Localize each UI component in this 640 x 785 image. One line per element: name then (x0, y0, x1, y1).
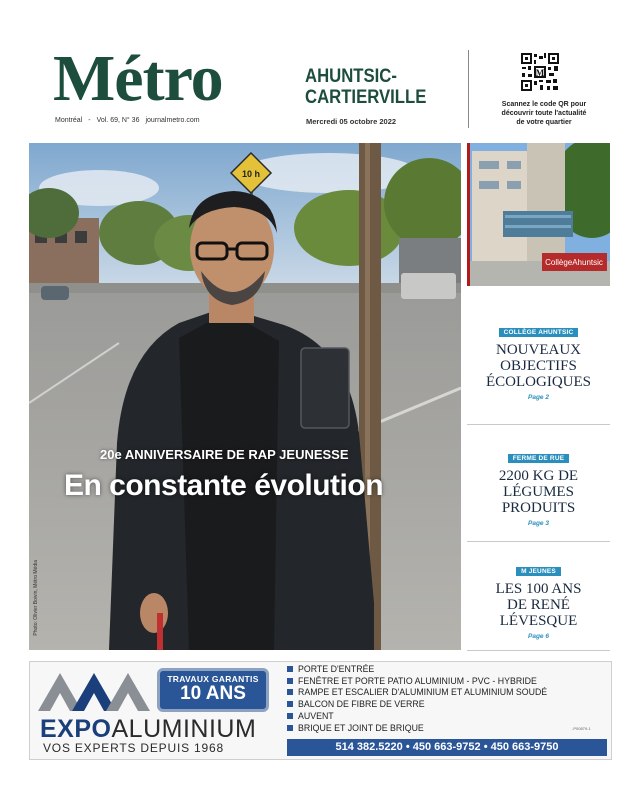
teaser-divider (467, 541, 610, 542)
teaser-title-line: LÉGUMES (503, 484, 574, 500)
ad-brand-rest: ALUMINIUM (111, 715, 257, 743)
list-item: FENÊTRE ET PORTE PATIO ALUMINIUM - PVC - HYBRIDE (287, 676, 587, 688)
teaser-badge: FERME DE RUE (508, 454, 570, 463)
list-item: PORTE D'ENTRÉE (287, 664, 587, 676)
qr-caption-line: découvrir toute l'actualité (501, 110, 587, 117)
teaser-page[interactable]: Page 6 (528, 633, 549, 640)
teaser-title-line: LES 100 ANS (495, 581, 582, 597)
list-item: BRIQUE ET JOINT DE BRIQUE (287, 723, 587, 735)
teaser-divider (467, 650, 610, 651)
ad-tagline: VOS EXPERTS DEPUIS 1968 (43, 741, 224, 755)
teaser-badge: M JEUNES (516, 567, 561, 576)
teaser-title-line: ÉCOLOGIQUES (486, 374, 591, 390)
teaser-title-line: PRODUITS (501, 500, 576, 516)
issue-info: Montréal - Vol. 69, N° 36 journalmetro.com (55, 117, 200, 124)
issue-location: Montréal (55, 117, 83, 124)
edition-name (305, 66, 437, 108)
ad-reference: -P00879-1 (572, 726, 591, 731)
list-item: RAMPE ET ESCALIER D'ALUMINIUM ET ALUMINIUM SOUDÉ (287, 687, 587, 699)
teaser-title (467, 581, 610, 629)
masthead-divider (468, 50, 469, 128)
qr-code[interactable] (520, 52, 560, 92)
teaser-title-line: 2200 KG DE (498, 468, 579, 484)
teaser-title (467, 468, 610, 516)
list-item: AUVENT (287, 711, 587, 723)
cover-kicker: 20e ANNIVERSAIRE DE RAP JEUNESSE (100, 447, 349, 462)
teaser-badge: COLLÈGE AHUNTSIC (499, 328, 579, 337)
teaser-title-line: LÉVESQUE (499, 613, 578, 629)
website-link[interactable]: journalmetro.com (145, 117, 200, 124)
ad-brand (40, 715, 256, 744)
issue-date: Mercredi 05 octobre 2022 (306, 117, 397, 126)
issue-volume: Vol. 69, N° 36 (96, 117, 140, 124)
ad-product-list (287, 664, 587, 734)
teaser-m-jeunes[interactable] (467, 560, 610, 640)
qr-caption (484, 100, 604, 127)
college-sign-text: CollègeAhuntsic (545, 258, 603, 267)
expo-aluminium-logo-icon (38, 667, 150, 718)
teaser-divider (467, 424, 610, 425)
cover-headline[interactable]: En constante évolution (64, 469, 384, 502)
teaser-title (467, 342, 610, 390)
edition-name-line1: AHUNTSIC- (305, 66, 397, 87)
list-item: BALCON DE FIBRE DE VERRE (287, 699, 587, 711)
teaser-page[interactable]: Page 3 (528, 520, 549, 527)
teaser-title-line: OBJECTIFS (500, 358, 577, 374)
photo-credit: Photo: Olivier Boivin, Métro Média (33, 560, 39, 636)
street-sign-text: 10 h (241, 169, 261, 179)
edition-name-line2: CARTIERVILLE (305, 87, 427, 108)
teaser-ferme-de-rue[interactable] (467, 447, 610, 527)
ad-phone-numbers[interactable]: 514 382.5220 • 450 663-9752 • 450 663-9750 (287, 739, 607, 756)
teaser-page[interactable]: Page 2 (528, 394, 549, 401)
college-photo (467, 143, 610, 286)
warranty-stamp-years: 10 ANS (180, 683, 246, 704)
qr-caption-line: Scannez le code QR pour (501, 101, 587, 108)
teaser-title-line: NOUVEAUX (496, 342, 581, 358)
ad-brand-bold: EXPO (40, 715, 112, 743)
qr-caption-line: de votre quartier (516, 119, 572, 126)
teaser-title-line: DE RENÉ (507, 597, 570, 613)
masthead-logo: Métro (53, 42, 223, 115)
warranty-stamp (157, 668, 269, 712)
svg-text:M: M (535, 68, 545, 78)
cover-photo (29, 143, 461, 650)
warranty-stamp-line: TRAVAUX GARANTIS (167, 674, 259, 684)
teaser-college-ahuntsic[interactable] (467, 321, 610, 401)
